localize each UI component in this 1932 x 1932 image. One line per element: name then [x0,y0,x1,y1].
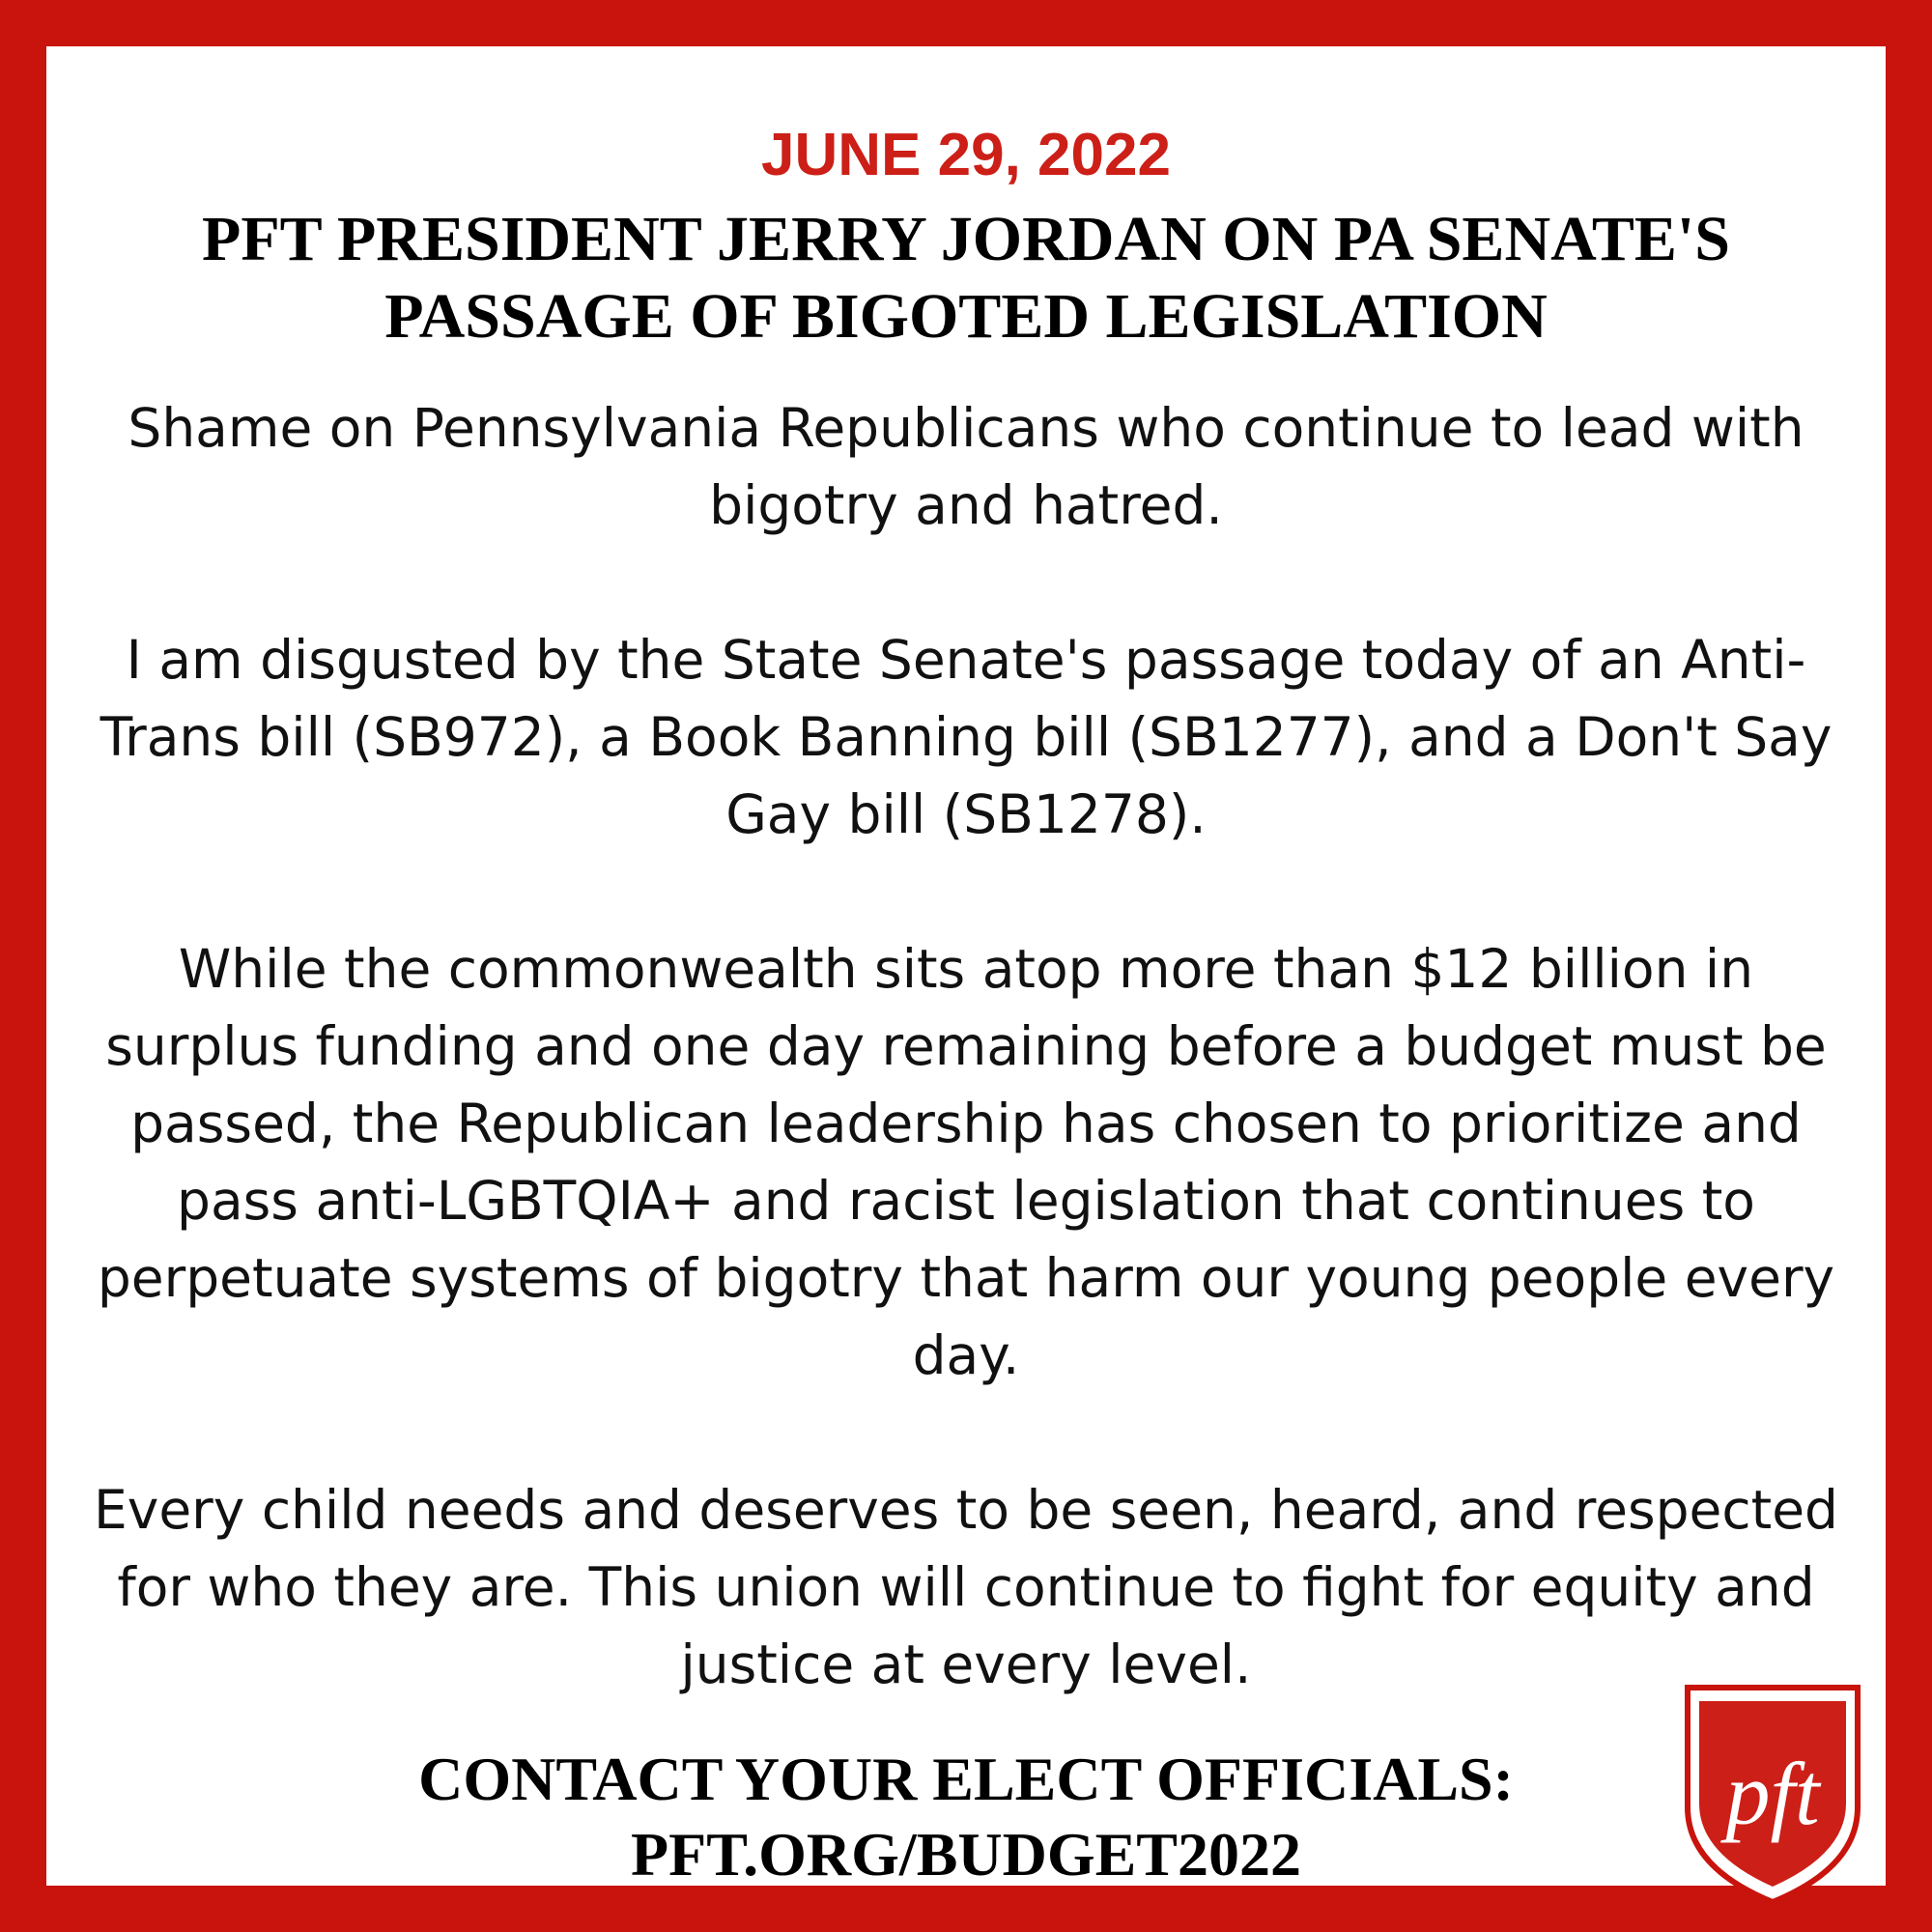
headline-line-1: PFT PRESIDENT JERRY JORDAN ON PA SENATE'S [202,204,1730,274]
paragraph-3: While the commonwealth sits atop more than $12 billion in surplus funding and one day remaining before a budget must be passed, the Republican leadership has chosen to prioritize and pass anti-LGBTQIA+ and racist legislation that continues to perpetuate systems of bigotry that harm our young people every day. [97,938,1835,1386]
statement-date: JUNE 29, 2022 [761,122,1171,188]
statement-card [46,46,1886,1889]
shield-logo-icon [1682,1684,1863,1906]
paragraph-4: Every child needs and deserves to be seen, heard, and respected for who they are. This union will continue to fight for equity and justice at every level. [94,1479,1838,1695]
statement-body [79,389,1853,1703]
contact-call-to-action [191,1742,1741,1892]
paragraph-1: Shame on Pennsylvania Republicans who continue to lead with bigotry and hatred. [128,397,1804,536]
statement-headline [104,201,1828,355]
cta-line-1: CONTACT YOUR ELECT OFFICIALS: [418,1745,1514,1813]
logo-text: pft [1725,1745,1820,1843]
cta-url: PFT.ORG/BUDGET2022 [631,1820,1301,1889]
headline-line-2: PASSAGE OF BIGOTED LEGISLATION [384,281,1548,352]
paragraph-2: I am disgusted by the State Senate's passage today of an Anti-Trans bill (SB972), a Book Banning bill (SB1277), and a Don't Say Gay bill (SB1278). [99,629,1833,845]
